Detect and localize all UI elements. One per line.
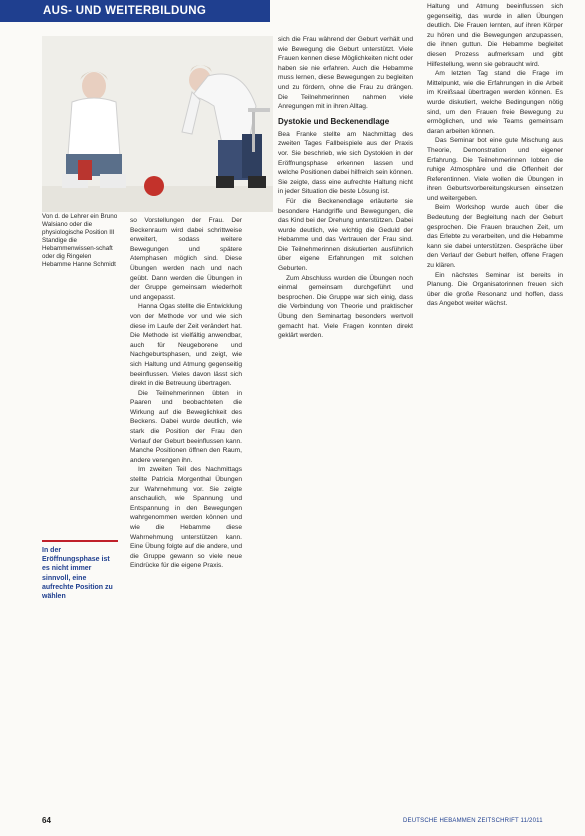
article-column-3 [427,2,563,309]
paragraph: Am letzten Tag stand die Frage im Mittelpunkt, wie die Erfahrungen in die Arbeit im Kreißsaal übertragen werden können. Es wurde diskutiert, welche Bedingungen nötig sind, um den Frauen freie Bewegung zu ermöglichen, und wie Teams gemeinsam daran arbeiten können. [427,70,563,135]
seminar-photo-illustration [42,36,273,212]
paragraph: Hanna Ogas stellte die Entwicklung von der Methode vor und wie sich diese im Laufe der Zeit verändert hat. Die Methode ist vielfältig anwendbar, auch für Neugeborene und Nachgeburtsphasen, und zeigt, wie sich Haltung und Atmung gegenseitig beeinflussen. Vieles davon lässt sich direkt in die Betreuung übertragen. [130,303,242,388]
paragraph: Haltung und Atmung beeinflussen sich gegenseitig, das wurde in allen Übungen deutlich. Die Frauen lernten, auf ihren Körper zu hören und die Bewegungen anzupassen, die ihnen guttun. Die Hebamme begleitet diesen Prozess aufmerksam und gibt Hilfestellung, wenn sie gebraucht wird. [427,3,563,68]
section-header [0,0,270,22]
paragraph: Ein nächstes Seminar ist bereits in Planung. Die Organisatorinnen freuen sich über die große Resonanz und hoffen, dass das Angebot weiter wächst. [427,271,563,308]
journal-footer: DEUTSCHE HEBAMMEN ZEITSCHRIFT 11/2011 [403,818,543,824]
pull-quote [42,540,118,601]
paragraph: sich die Frau während der Geburt verhält und wie Bewegung die Geburt unterstützt. Viele Frauen kennen diese Möglichkeiten nicht oder haben sie nie erfahren. Auch die Hebamme muss lernen, diese Bewegungen zu begleiten und zu fördern, ohne die Frau zu drängen. Die Teilnehmerinnen nahmen viele Anregungen mit in ihren Alltag. [278,36,413,111]
article-column-1 [130,216,242,571]
page-number: 64 [42,816,51,825]
paragraph: Das Seminar bot eine gute Mischung aus Theorie, Demonstration und eigener Erfahrung. Die Teilnehmerinnen lobten die ruhige Atmosphäre und die Offenheit der Referentinnen. Viele wollen die Übungen in ihren Geburtsvorbereitungskursen einsetzen und weitergeben. [427,137,563,202]
article-column-2 [278,35,413,341]
pull-quote-text: In der Eröffnungsphase ist es nicht immer sinnvoll, eine aufrechte Position zu wählen [42,547,113,601]
paragraph: so Vorstellungen der Frau. Der Beckenraum wird dabei schrittweise erweitert, sodass weitere Bewegungen und spätere Atemphasen möglich sind. Diese Übungen werden nach und nach geübt. Dann werden die Übungen in der Gruppe gemeinsam wiederholt und angepasst. [130,217,242,301]
paragraph: Im zweiten Teil des Nachmittags stellte Patricia Morgenthal Übungen zur Wahrnehmung vor. Sie zeigte anschaulich, wie Spannung und Entspannung in den Bewegungen wahrgenommen werden können und wie die Hebamme diese Wahrnehmung unterstützen kann. Eine Übung folgte auf die andere, und die Gruppe gewann so viele neue Eindrücke für die eigene Praxis. [130,466,242,570]
paragraph: Zum Abschluss wurden die Übungen noch einmal gemeinsam durchgeführt und besprochen. Die Gruppe war sich einig, dass die Verbindung von Theorie und praktischer Übung den Seminartag besonders wertvoll gemacht hat. Viele Fragen konnten direkt geklärt werden. [278,274,413,340]
paragraph: Die Teilnehmerinnen übten in Paaren und beobachteten die Wirkung auf die Beweglichkeit des Beckens. Dabei wurde deutlich, wie stark die Position der Frau den Verlauf der Geburt beeinflussen kann. Manche Positionen öffnen den Raum, andere verengen ihn. [130,389,242,464]
photo-caption: Von d. de Lehrer ein Bruno Walsiano oder die physiologische Position III Standige die Hebammenwissen-schaft oder dig Ringelen Hebamme Hanne Schmidt [42,213,118,268]
subheading: Dystokie und Beckenendlage [278,116,390,126]
paragraph: Für die Beckenendlage erläuterte sie besondere Handgriffe und Bewegungen, die das Kind bei der Drehung unterstützen. Dabei wurde deutlich, wie wichtig die Geduld der Hebamme und das Vertrauen der Frau sind. Die Teilnehmerinnen diskutierten ausführlich über eigene Erfahrungen mit solchen Geburten. [278,197,413,273]
seminar-photo [42,36,273,212]
paragraph: Beim Workshop wurde auch über die Bedeutung der Begleitung nach der Geburt gesprochen. Die Frauen brauchen Zeit, um das Erlebte zu verarbeiten, und die Hebamme kann sie dabei unterstützen. Gespräche über den Verlauf der Geburt helfen, offene Fragen zu klären. [427,204,563,270]
paragraph: Bea Franke stellte am Nachmittag des zweiten Tages Fallbeispiele aus der Praxis vor. Sie beschrieb, wie sich Dystokien in der Eröffnungsphase erkennen lassen und welche Positionen dabei hilfreich sein können. Sie zeigte, dass eine aufrechte Haltung nicht in jeder Situation die beste Lösung ist. [278,130,413,196]
section-title: AUS- UND WEITERBILDUNG [43,5,207,17]
pull-quote-rule [42,540,118,542]
